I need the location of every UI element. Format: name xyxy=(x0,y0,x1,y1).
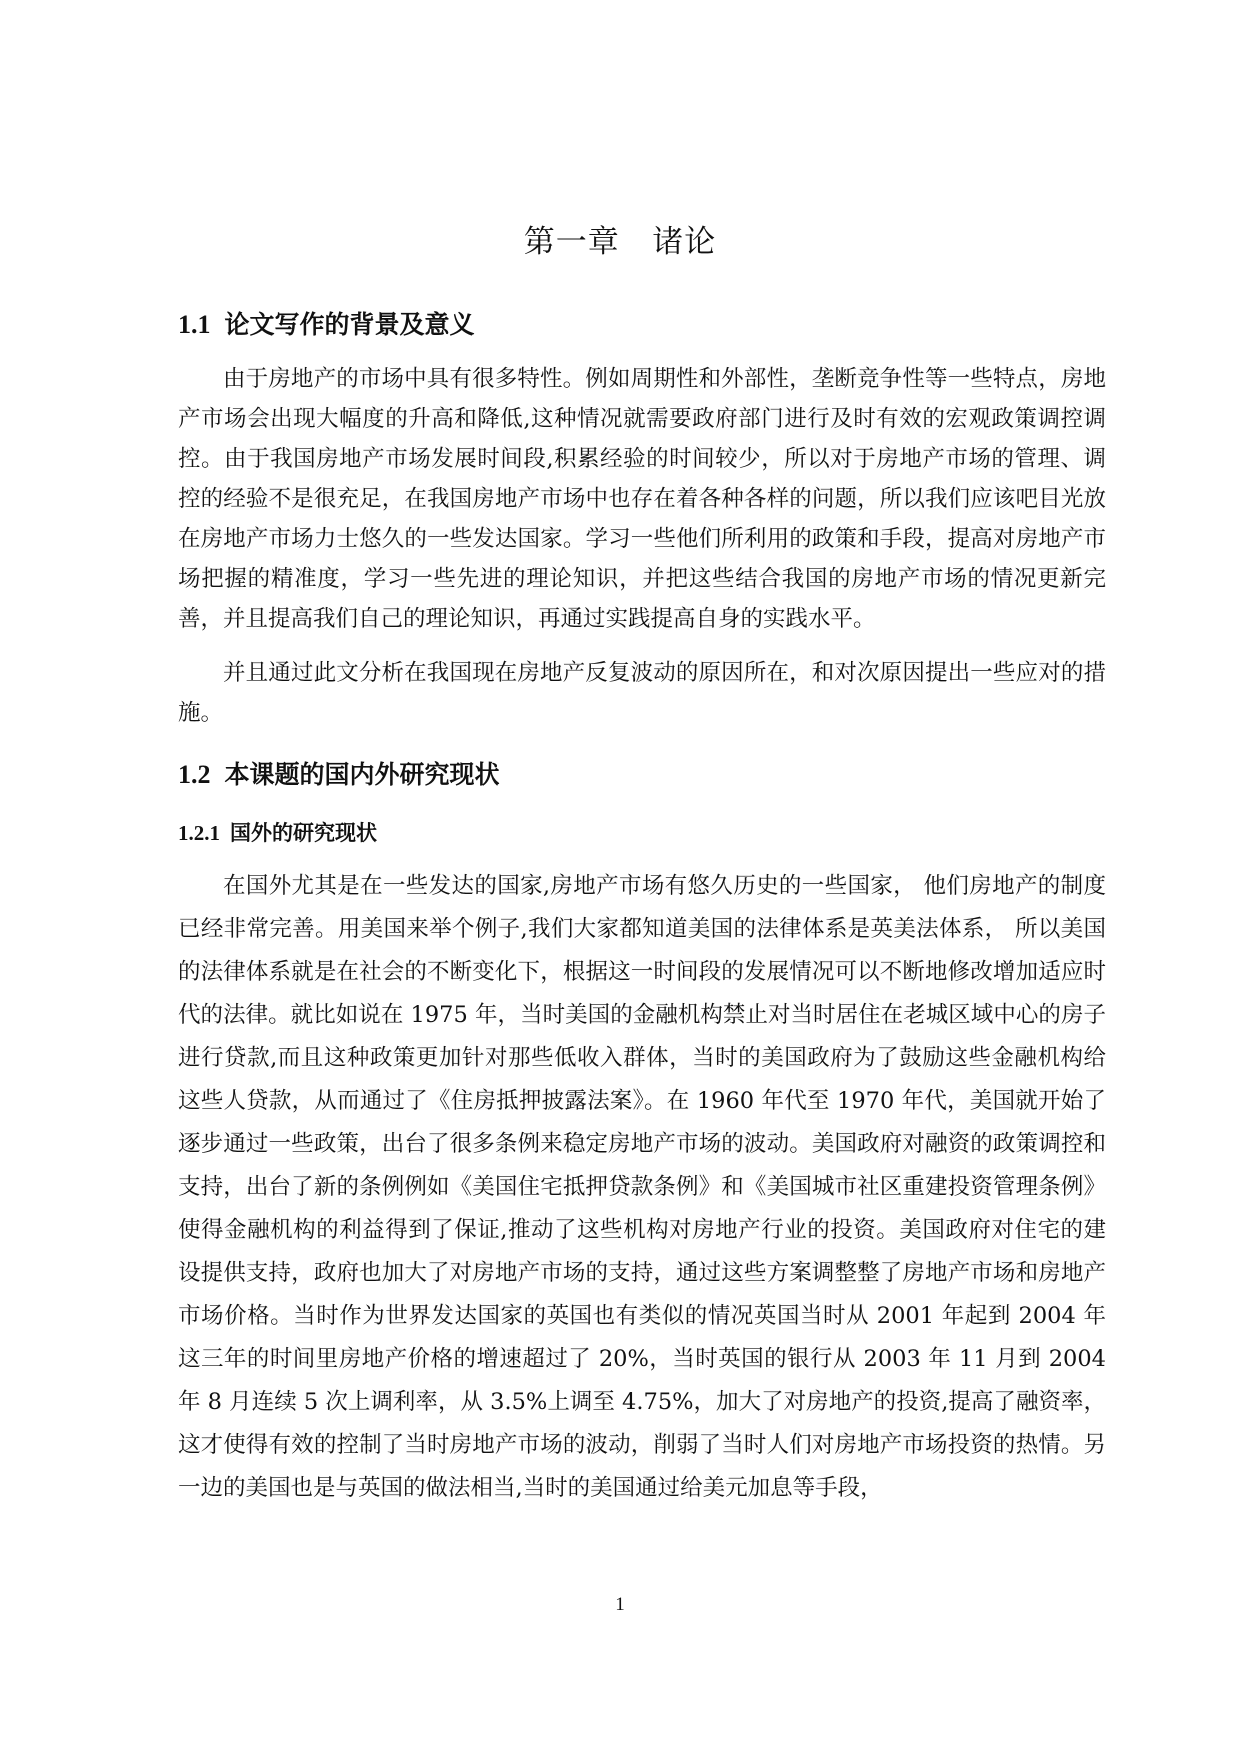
paragraph-foreign-research: 在国外尤其是在一些发达的国家,房地产市场有悠久历史的一些国家， 他们房地产的制度已经非常完善。用美国来举个例子,我们大家都知道美国的法律体系是英美法体系， 所以美国的法律体系就是在社会的不断变化下，根据这一时间段的发展情况可以不断地修改增加适应时代的法律。就比如说在 1975 年，当时美国的金融机构禁止对当时居住在老城区域中心的房子进行贷款,而且这种政策更加针对那些低收入群体，当时的美国政府为了鼓励这些金融机构给这些人贷款，从而通过了《住房抵押披露法案》。在 1960 年代至 1970 年代，美国就开始了逐步通过一些政策，出台了很多条例来稳定房地产市场的波动。美国政府对融资的政策调控和支持，出台了新的条例例如《美国住宅抵押贷款条例》和《美国城市社区重建投资管理条例》使得金融机构的利益得到了保证,推动了这些机构对房地产行业的投资。美国政府对住宅的建设提供支持，政府也加大了对房地产市场的支持，通过这些方案调整整了房地产市场和房地产市场价格。当时作为世界发达国家的英国也有类似的情况英国当时从 2001 年起到 2004 年这三年的时间里房地产价格的增速超过了 20%，当时英国的银行从 2003 年 11 月到 2004 年 8 月连续 5 次上调利率，从 3.5%上调至 4.75%，加大了对房地产的投资,提高了融资率， 这才使得有效的控制了当时房地产市场的波动，削弱了当时人们对房地产市场投资的热情。另一边的美国也是与英国的做法相当,当时的美国通过给美元加息等手段， xyxy=(178,873,1106,1501)
page-content xyxy=(178,305,1106,1510)
section-number: 1.2 xyxy=(178,760,211,789)
paragraph-background: 由于房地产的市场中具有很多特性。例如周期性和外部性，垄断竞争性等一些特点，房地产市场会出现大幅度的升高和降低,这种情况就需要政府部门进行及时有效的宏观政策调控调控。由于我国房地产市场发展时间段,积累经验的时间较少，所以对于房地产市场的管理、调控的经验不是很充足，在我国房地产市场中也存在着各种各样的问题，所以我们应该吧目光放在房地产市场力士悠久的一些发达国家。学习一些他们所利用的政策和手段，提高对房地产市场把握的精准度，学习一些先进的理论知识，并把这些结合我国的房地产市场的情况更新完善，并且提高我们自己的理论知识，再通过实践提高自身的实践水平。 xyxy=(178,366,1106,632)
section-heading-1-1 xyxy=(178,305,1106,345)
paragraph-purpose: 并且通过此文分析在我国现在房地产反复波动的原因所在，和对次原因提出一些应对的措施。 xyxy=(178,660,1106,726)
section-number: 1.1 xyxy=(178,310,211,339)
page-number: 1 xyxy=(615,1594,625,1615)
subsection-title: 国外的研究现状 xyxy=(230,821,377,845)
section-title: 本课题的国内外研究现状 xyxy=(224,760,500,789)
subsection-heading-1-2-1 xyxy=(178,815,1106,851)
subsection-number: 1.2.1 xyxy=(178,821,220,845)
chapter-title: 第一章 诸论 xyxy=(523,224,717,260)
section-title: 论文写作的背景及意义 xyxy=(224,310,475,339)
section-heading-1-2 xyxy=(178,755,1106,795)
